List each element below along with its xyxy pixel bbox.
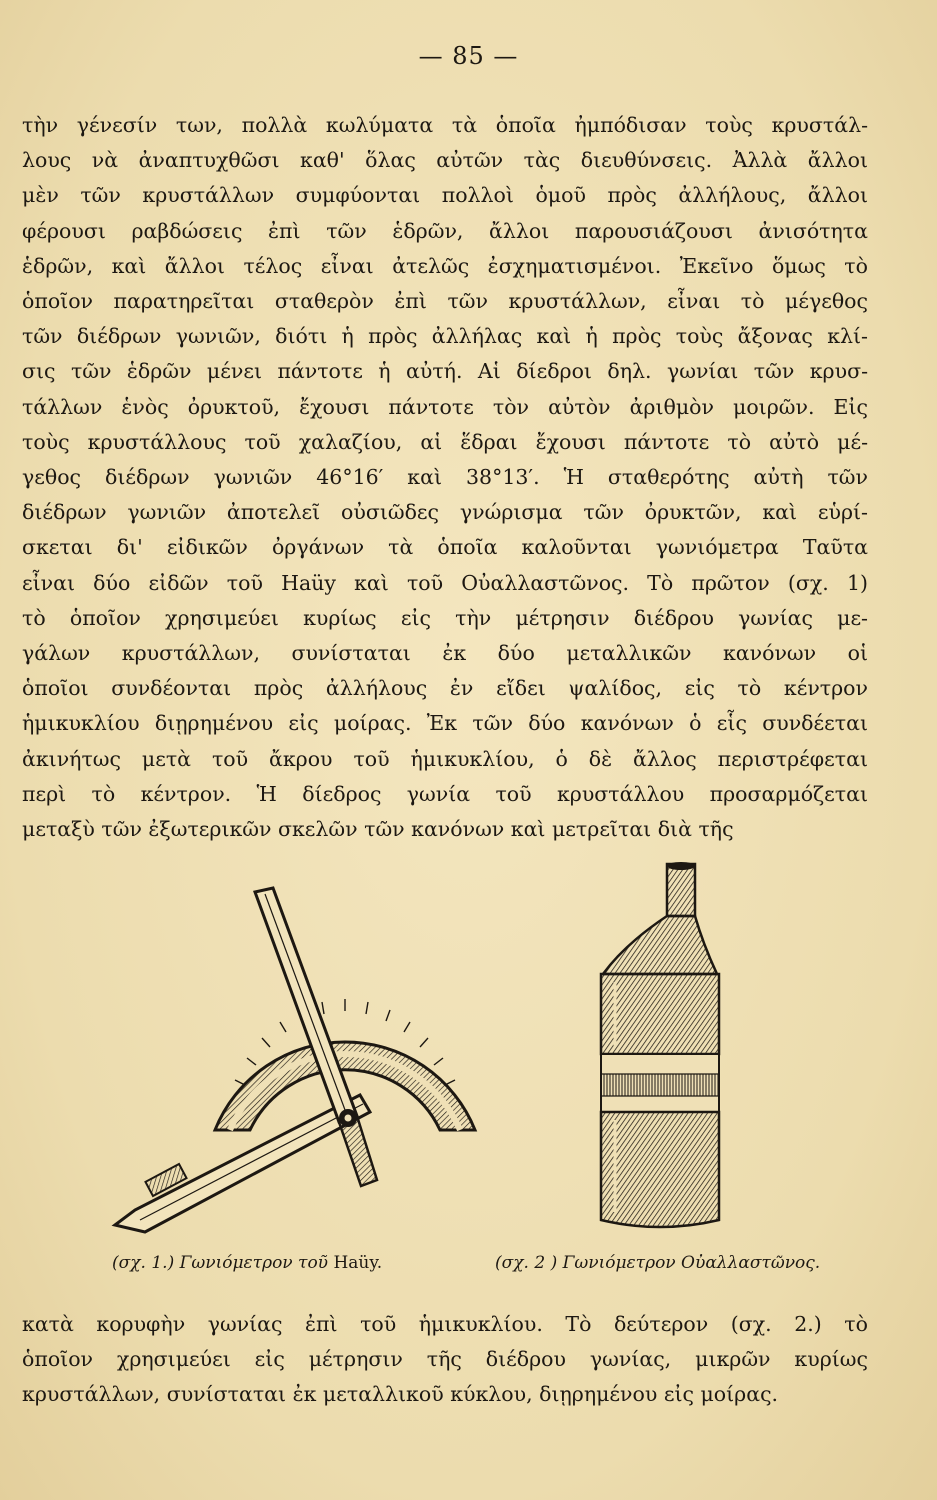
- text-line: σκεται δι' εἰδικῶν ὀργάνων τὰ ὁποῖα καλοῦνται γωνιόμετρα Ταῦτα: [22, 535, 868, 560]
- text-line: ὁποῖον παρατηρεῖται σταθερὸν ἐπὶ τῶν κρυστάλλων, εἶναι τὸ μέγεθος: [22, 289, 868, 314]
- figure-1-caption-text: Γωνιόμετρον τοῦ: [179, 1253, 329, 1273]
- text-line: μεταξὺ τῶν ἐξωτερικῶν σκελῶν τῶν κανόνων καὶ μετρεῖται διὰ τῆς: [22, 817, 734, 842]
- text-line: ἀκινήτως μετὰ τοῦ ἄκρου τοῦ ἡμικυκλίου, ὁ δὲ ἄλλος περιστρέφεται: [22, 746, 868, 771]
- text-line: κρυστάλλων, συνίσταται ἐκ μεταλλικοῦ κύκλου, διῃρημένου εἰς μοίρας.: [22, 1382, 779, 1407]
- text-line: μὲν τῶν κρυστάλλων συμφύονται πολλοὶ ὁμοῦ πρὸς ἀλλήλους, ἄλλοι: [22, 183, 868, 208]
- text-line: διέδρων γωνιῶν ἀποτελεῖ οὐσιῶδες γνώρισμα τῶν ὀρυκτῶν, καὶ εὑρί-: [22, 500, 868, 525]
- figure-1-caption: [112, 1253, 382, 1273]
- text-line: γάλων κρυστάλλων, συνίσταται ἐκ δύο μεταλλικῶν κανόνων οἱ: [22, 641, 868, 666]
- figure-2-label: (σχ. 2 ): [495, 1253, 558, 1273]
- figure-1-caption-name: Haüy.: [333, 1253, 383, 1273]
- text-line: τάλλων ἑνὸς ὀρυκτοῦ, ἔχουσι πάντοτε τὸν αὐτὸν ἀριθμὸν μοιρῶν. Εἰς: [22, 394, 868, 419]
- text-line: σις τῶν ἑδρῶν μένει πάντοτε ἡ αὐτή. Αἱ δίεδροι δηλ. γωνίαι τῶν κρυσ-: [22, 359, 868, 384]
- text-line: λους νὰ ἀναπτυχθῶσι καθ' ὅλας αὐτῶν τὰς διευθύνσεις. Ἀλλὰ ἄλλοι: [22, 148, 868, 173]
- text-line: τοὺς κρυστάλλους τοῦ χαλαζίου, αἱ ἕδραι ἔχουσι πάντοτε τὸ αὐτὸ μέ-: [22, 429, 868, 454]
- text-line: ἡμικυκλίου διῃρημένου εἰς μοίρας. Ἐκ τῶν δύο κανόνων ὁ εἷς συνδέεται: [22, 711, 868, 736]
- text-line: τῶν διέδρων γωνιῶν, διότι ἡ πρὸς ἀλλήλας καὶ ἡ πρὸς τοὺς ἄξονας κλί-: [22, 324, 868, 349]
- text-line: ὁποῖον χρησιμεύει εἰς μέτρησιν τῆς διέδρου γωνίας, μικρῶν κυρίως: [22, 1347, 868, 1372]
- figure-2-caption: [495, 1253, 820, 1273]
- text-line: γεθος διέδρων γωνιῶν 46°16′ καὶ 38°13′. Ἡ σταθερότης αὐτὴ τῶν: [22, 465, 868, 490]
- figure-2-caption-text: Γωνιόμετρον Οὐαλλαστῶνος.: [562, 1253, 821, 1273]
- figure-1-label: (σχ. 1.): [112, 1253, 175, 1273]
- text-line: κατὰ κορυφὴν γωνίας ἐπὶ τοῦ ἡμικυκλίου. Τὸ δεύτερον (σχ. 2.) τὸ: [22, 1312, 868, 1336]
- goniometer-haüy-illustration: [95, 880, 495, 1250]
- text-line: εἶναι δύο εἰδῶν τοῦ Haüy καὶ τοῦ Οὐαλλαστῶνος. Τὸ πρῶτον (σχ. 1): [22, 570, 868, 595]
- page-number: — 85 —: [418, 42, 519, 70]
- text-line: ἑδρῶν, καὶ ἄλλοι τέλος εἶναι ἀτελῶς ἐσχηματισμένοι. Ἐκεῖνο ὅμως τὸ: [22, 253, 868, 278]
- body-text-bottom: [22, 1307, 868, 1413]
- text-line: περὶ τὸ κέντρον. Ἡ δίεδρος γωνία τοῦ κρυστάλλου προσαρμόζεται: [22, 781, 868, 806]
- text-line: τὴν γένεσίν των, πολλὰ κωλύματα τὰ ὁποῖα ἠμπόδισαν τοὺς κρυστάλ-: [22, 113, 868, 137]
- body-text-top: [22, 108, 868, 847]
- text-line: ὁποῖοι συνδέονται πρὸς ἀλλήλους ἐν εἴδει ψαλίδος, εἰς τὸ κέντρον: [22, 676, 868, 701]
- goniometer-wollaston-illustration: [585, 862, 725, 1240]
- text-line: τὸ ὁποῖον χρησιμεύει κυρίως εἰς τὴν μέτρησιν διέδρου γωνίας με-: [22, 605, 868, 630]
- text-line: φέρουσι ραβδώσεις ἐπὶ τῶν ἑδρῶν, ἄλλοι παρουσιάζουσι ἀνισότητα: [22, 218, 868, 243]
